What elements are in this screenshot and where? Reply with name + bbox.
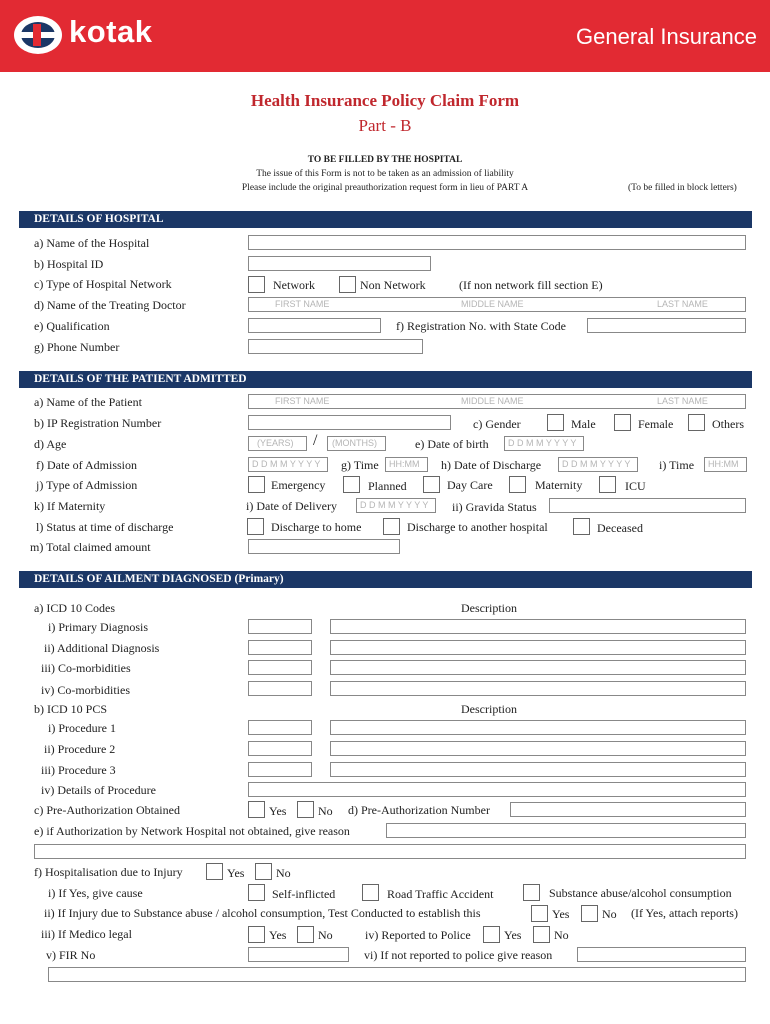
- self-inflicted-checkbox[interactable]: [248, 884, 265, 901]
- injury-label: f) Hospitalisation due to Injury: [34, 865, 183, 879]
- first-name-placeholder: FIRST NAME: [275, 299, 330, 309]
- comorbidities-2-label: iv) Co-morbidities: [41, 683, 130, 697]
- discharge-time-input[interactable]: [704, 457, 747, 472]
- planned-label: Planned: [368, 479, 407, 493]
- procedure-details-label: iv) Details of Procedure: [41, 783, 156, 797]
- delivery-date-input[interactable]: [356, 498, 436, 513]
- date-placeholder: D D M M Y Y Y Y: [360, 500, 429, 510]
- additional-code-input[interactable]: [248, 640, 312, 655]
- block-letters-note: (To be filled in block letters): [628, 183, 737, 193]
- test-yes-checkbox[interactable]: [531, 905, 548, 922]
- age-label: d) Age: [34, 437, 67, 451]
- patient-name-input[interactable]: [248, 394, 746, 409]
- police-yes-checkbox[interactable]: [483, 926, 500, 943]
- comorbidities-2-code-input[interactable]: [248, 681, 312, 696]
- procedure-3-label: iii) Procedure 3: [41, 763, 116, 777]
- product-name: General Insurance: [576, 24, 757, 49]
- admission-date-input[interactable]: [248, 457, 328, 472]
- police-label: iv) Reported to Police: [365, 928, 471, 942]
- age-months-input[interactable]: [327, 436, 386, 451]
- header-bar: [0, 0, 770, 72]
- medico-legal-label: iii) If Medico legal: [41, 927, 132, 941]
- form-title: Health Insurance Policy Claim Form: [250, 91, 520, 110]
- non-network-label: Non Network: [360, 278, 426, 292]
- female-checkbox[interactable]: [614, 414, 631, 431]
- pcs-label: b) ICD 10 PCS: [34, 702, 108, 716]
- years-placeholder: (YEARS): [257, 438, 294, 448]
- additional-diagnosis-label: ii) Additional Diagnosis: [44, 641, 160, 655]
- last-name-placeholder: LAST NAME: [657, 299, 708, 309]
- gravida-input[interactable]: [549, 498, 746, 513]
- network-label: Network: [273, 278, 315, 292]
- phone-input[interactable]: [248, 339, 423, 354]
- not-reported-reason-input[interactable]: [577, 947, 746, 962]
- last-name-placeholder: LAST NAME: [657, 396, 708, 406]
- phone-label: g) Phone Number: [34, 340, 120, 354]
- discharge-time-label: i) Time: [659, 458, 695, 472]
- substance-abuse-checkbox[interactable]: [523, 884, 540, 901]
- qualification-label: e) Qualification: [34, 319, 110, 333]
- dob-label: e) Date of birth: [415, 437, 489, 451]
- patient-name-label: a) Name of the Patient: [34, 395, 142, 409]
- hospital-name-input[interactable]: [248, 235, 746, 250]
- icu-checkbox[interactable]: [599, 476, 616, 493]
- admission-type-label: j) Type of Admission: [36, 478, 138, 492]
- description-header-pcs: Description: [461, 702, 517, 716]
- procedure-1-code-input[interactable]: [248, 720, 312, 735]
- female-label: Female: [638, 417, 674, 431]
- date-placeholder: D D M M Y Y Y Y: [508, 438, 577, 448]
- ip-label: b) IP Registration Number: [34, 416, 162, 430]
- delivery-date-label: i) Date of Delivery: [246, 499, 337, 513]
- section-ailment-heading: DETAILS OF AILMENT DIAGNOSED (Primary): [19, 571, 752, 588]
- middle-name-placeholder: MIDDLE NAME: [461, 299, 524, 309]
- fir-label: v) FIR No: [46, 948, 96, 962]
- hospital-name-label: a) Name of the Hospital: [34, 236, 150, 250]
- discharge-date-label: h) Date of Discharge: [441, 458, 542, 472]
- age-separator: /: [313, 432, 318, 449]
- ip-input[interactable]: [248, 415, 451, 430]
- total-amount-label: m) Total claimed amount: [30, 540, 151, 554]
- if-maternity-label: k) If Maternity: [34, 499, 106, 513]
- date-placeholder: D D M M Y Y Y Y: [252, 459, 321, 469]
- icd10-label: a) ICD 10 Codes: [34, 601, 115, 615]
- auth-reason-continued-input[interactable]: [34, 844, 746, 859]
- procedure-2-description-input[interactable]: [330, 741, 746, 756]
- procedure-1-description-input[interactable]: [330, 720, 746, 735]
- injury-no-label: No: [276, 866, 291, 880]
- registration-label: f) Registration No. with State Code: [396, 319, 566, 333]
- discharge-date-input[interactable]: [558, 457, 638, 472]
- others-checkbox[interactable]: [688, 414, 705, 431]
- brand-name: kotak: [69, 14, 153, 49]
- non-network-note: (If non network fill section E): [459, 278, 603, 292]
- test-conducted-label: ii) If Injury due to Substance abuse / alcohol consumption, Test Conducted to establish this: [44, 906, 481, 920]
- preauth-no-label: No: [318, 804, 333, 818]
- fir-input[interactable]: [248, 947, 349, 962]
- total-amount-input[interactable]: [248, 539, 400, 554]
- procedure-details-input[interactable]: [248, 782, 746, 797]
- police-no-checkbox[interactable]: [533, 926, 550, 943]
- network-checkbox[interactable]: [248, 276, 265, 293]
- section-hospital-heading: DETAILS OF HOSPITAL: [19, 211, 752, 228]
- admission-time-label: g) Time: [341, 458, 379, 472]
- date-placeholder: D D M M Y Y Y Y: [562, 459, 631, 469]
- police-yes-label: Yes: [504, 928, 522, 942]
- preauth-number-label: d) Pre-Authorization Number: [348, 803, 490, 817]
- discharge-status-label: l) Status at time of discharge: [36, 520, 174, 534]
- doctor-label: d) Name of the Treating Doctor: [34, 298, 186, 312]
- procedure-2-code-input[interactable]: [248, 741, 312, 756]
- gender-label: c) Gender: [473, 417, 521, 431]
- form-part: Part - B: [358, 116, 412, 135]
- injury-no-checkbox[interactable]: [255, 863, 272, 880]
- dob-input[interactable]: [504, 436, 584, 451]
- hospital-id-input[interactable]: [248, 256, 431, 271]
- road-accident-checkbox[interactable]: [362, 884, 379, 901]
- auth-reason-input[interactable]: [386, 823, 746, 838]
- network-type-label: c) Type of Hospital Network: [34, 277, 172, 291]
- male-checkbox[interactable]: [547, 414, 564, 431]
- gravida-label: ii) Gravida Status: [452, 500, 537, 514]
- admission-date-label: f) Date of Admission: [36, 458, 137, 472]
- registration-input[interactable]: [587, 318, 746, 333]
- middle-name-placeholder: MIDDLE NAME: [461, 396, 524, 406]
- months-placeholder: (MONTHS): [332, 438, 377, 448]
- not-reported-reason-continued-input[interactable]: [48, 967, 746, 982]
- emergency-label: Emergency: [271, 478, 326, 492]
- first-name-placeholder: FIRST NAME: [275, 396, 330, 406]
- primary-code-input[interactable]: [248, 619, 312, 634]
- not-reported-label: vi) If not reported to police give reason: [364, 948, 553, 962]
- medico-yes-label: Yes: [269, 928, 287, 942]
- description-header: Description: [461, 601, 517, 615]
- other-hospital-label: Discharge to another hospital: [407, 520, 548, 534]
- medico-no-checkbox[interactable]: [297, 926, 314, 943]
- preauth-no-checkbox[interactable]: [297, 801, 314, 818]
- medico-no-label: No: [318, 928, 333, 942]
- procedure-1-label: i) Procedure 1: [48, 721, 116, 735]
- preauth-yes-checkbox[interactable]: [248, 801, 265, 818]
- planned-checkbox[interactable]: [343, 476, 360, 493]
- additional-description-input[interactable]: [330, 640, 746, 655]
- qualification-input[interactable]: [248, 318, 381, 333]
- preauth-yes-label: Yes: [269, 804, 287, 818]
- comorbidities-1-label: iii) Co-morbidities: [41, 661, 131, 675]
- maternity-label: Maternity: [535, 478, 583, 492]
- deceased-checkbox[interactable]: [573, 518, 590, 535]
- injury-yes-checkbox[interactable]: [206, 863, 223, 880]
- test-yes-label: Yes: [552, 907, 570, 921]
- road-accident-label: Road Traffic Accident: [387, 887, 494, 901]
- hospital-id-label: b) Hospital ID: [34, 257, 104, 271]
- attach-reports-note: (If Yes, attach reports): [631, 906, 738, 920]
- self-inflicted-label: Self-inflicted: [272, 887, 336, 901]
- preauth-note: Please include the original preauthorization request form in lieu of PART A: [241, 183, 529, 193]
- time-placeholder: HH:MM: [708, 459, 739, 469]
- time-placeholder: HH:MM: [389, 459, 420, 469]
- section-patient-heading: DETAILS OF THE PATIENT ADMITTED: [19, 371, 752, 388]
- police-no-label: No: [554, 928, 569, 942]
- primary-diagnosis-label: i) Primary Diagnosis: [48, 620, 148, 634]
- primary-description-input[interactable]: [330, 619, 746, 634]
- admission-time-input[interactable]: [385, 457, 428, 472]
- test-no-label: No: [602, 907, 617, 921]
- preauth-label: c) Pre-Authorization Obtained: [34, 803, 180, 817]
- liability-note: The issue of this Form is not to be taken as an admission of liability: [256, 169, 514, 179]
- comorbidities-2-description-input[interactable]: [330, 681, 746, 696]
- procedure-2-label: ii) Procedure 2: [44, 742, 116, 756]
- age-years-input[interactable]: [248, 436, 307, 451]
- injury-yes-label: Yes: [227, 866, 245, 880]
- kotak-logo-icon: [13, 15, 63, 55]
- other-hospital-checkbox[interactable]: [383, 518, 400, 535]
- procedure-3-description-input[interactable]: [330, 762, 746, 777]
- home-checkbox[interactable]: [247, 518, 264, 535]
- auth-reason-label: e) if Authorization by Network Hospital not obtained, give reason: [34, 824, 350, 838]
- maternity-checkbox[interactable]: [509, 476, 526, 493]
- day-care-label: Day Care: [447, 478, 493, 492]
- doctor-name-input[interactable]: [248, 297, 746, 312]
- filled-by-note: TO BE FILLED BY THE HOSPITAL: [307, 155, 463, 165]
- others-label: Others: [712, 417, 744, 431]
- icu-label: ICU: [625, 479, 646, 493]
- comorbidities-1-description-input[interactable]: [330, 660, 746, 675]
- substance-abuse-label: Substance abuse/alcohol consumption: [549, 886, 732, 900]
- medico-yes-checkbox[interactable]: [248, 926, 265, 943]
- cause-label: i) If Yes, give cause: [48, 886, 143, 900]
- emergency-checkbox[interactable]: [248, 476, 265, 493]
- male-label: Male: [571, 417, 596, 431]
- preauth-number-input[interactable]: [510, 802, 746, 817]
- deceased-label: Deceased: [597, 521, 643, 535]
- day-care-checkbox[interactable]: [423, 476, 440, 493]
- procedure-3-code-input[interactable]: [248, 762, 312, 777]
- comorbidities-1-code-input[interactable]: [248, 660, 312, 675]
- non-network-checkbox[interactable]: [339, 276, 356, 293]
- home-label: Discharge to home: [271, 520, 362, 534]
- test-no-checkbox[interactable]: [581, 905, 598, 922]
